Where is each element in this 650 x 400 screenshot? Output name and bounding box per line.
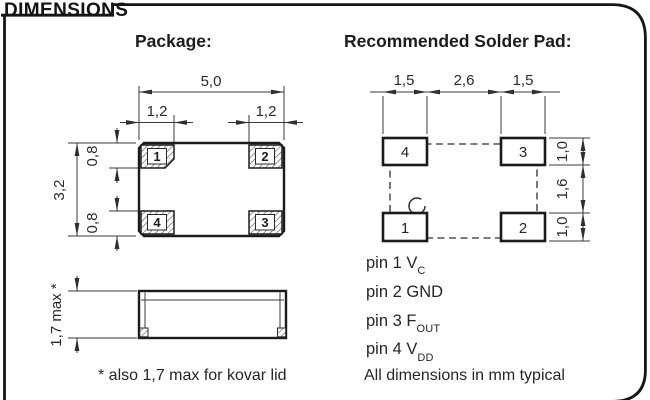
solder-pad-4-number: 4 <box>400 144 410 161</box>
dim-solder-right-pad-width: 1,5 <box>512 72 534 89</box>
units-footnote: All dimensions in mm typical <box>364 367 565 384</box>
solder-pad-2-number: 2 <box>518 220 528 237</box>
kovar-footnote: * also 1,7 max for kovar lid <box>98 367 287 384</box>
dim-solder-gap-height: 1,6 <box>554 178 571 200</box>
solder-pad-heading: Recommended Solder Pad: <box>344 31 572 51</box>
dim-package-width: 5,0 <box>200 73 222 90</box>
page-title: DIMENSIONS <box>4 0 129 21</box>
dim-package-pad-right: 1,2 <box>255 103 277 120</box>
dim-solder-pad-height-bottom: 1,0 <box>554 216 571 238</box>
pin1-indicator-circle <box>409 198 425 214</box>
dim-solder-left-pad-width: 1,5 <box>393 72 415 89</box>
side-view-outline <box>139 291 286 338</box>
section-frame <box>1 5 645 400</box>
dim-package-pad-bottom: 0,8 <box>84 212 101 234</box>
solder-pad-1-number: 1 <box>400 220 410 237</box>
dim-package-height: 3,2 <box>51 179 68 201</box>
solder-pad-view <box>370 72 590 241</box>
dim-solder-pad-height-top: 1,0 <box>554 141 571 162</box>
pin-label-2: pin 2 GND <box>366 282 444 301</box>
dim-package-pad-left: 1,2 <box>146 103 168 120</box>
package-pad-2-number: 2 <box>261 149 269 164</box>
package-pad-1-number: 1 <box>153 149 161 164</box>
pin-label-3: pin 3 $F_{OUT}$ <box>366 311 441 335</box>
package-side-view <box>48 283 286 347</box>
package-heading: Package: <box>135 31 212 51</box>
solder-pad-3-number: 3 <box>518 144 528 161</box>
dim-solder-gap-width: 2,6 <box>453 72 475 89</box>
pin-label-1: pin 1 $V_C$ <box>366 254 426 278</box>
package-pad-4-number: 4 <box>153 215 161 230</box>
pin-assignment-list <box>366 252 443 367</box>
dim-side-height: 1,7 max * <box>48 283 65 347</box>
package-pad-3-number: 3 <box>261 215 269 230</box>
pin-label-4: pin 4 $V_{DD}$ <box>366 340 434 364</box>
dim-package-pad-top: 0,8 <box>84 145 101 167</box>
